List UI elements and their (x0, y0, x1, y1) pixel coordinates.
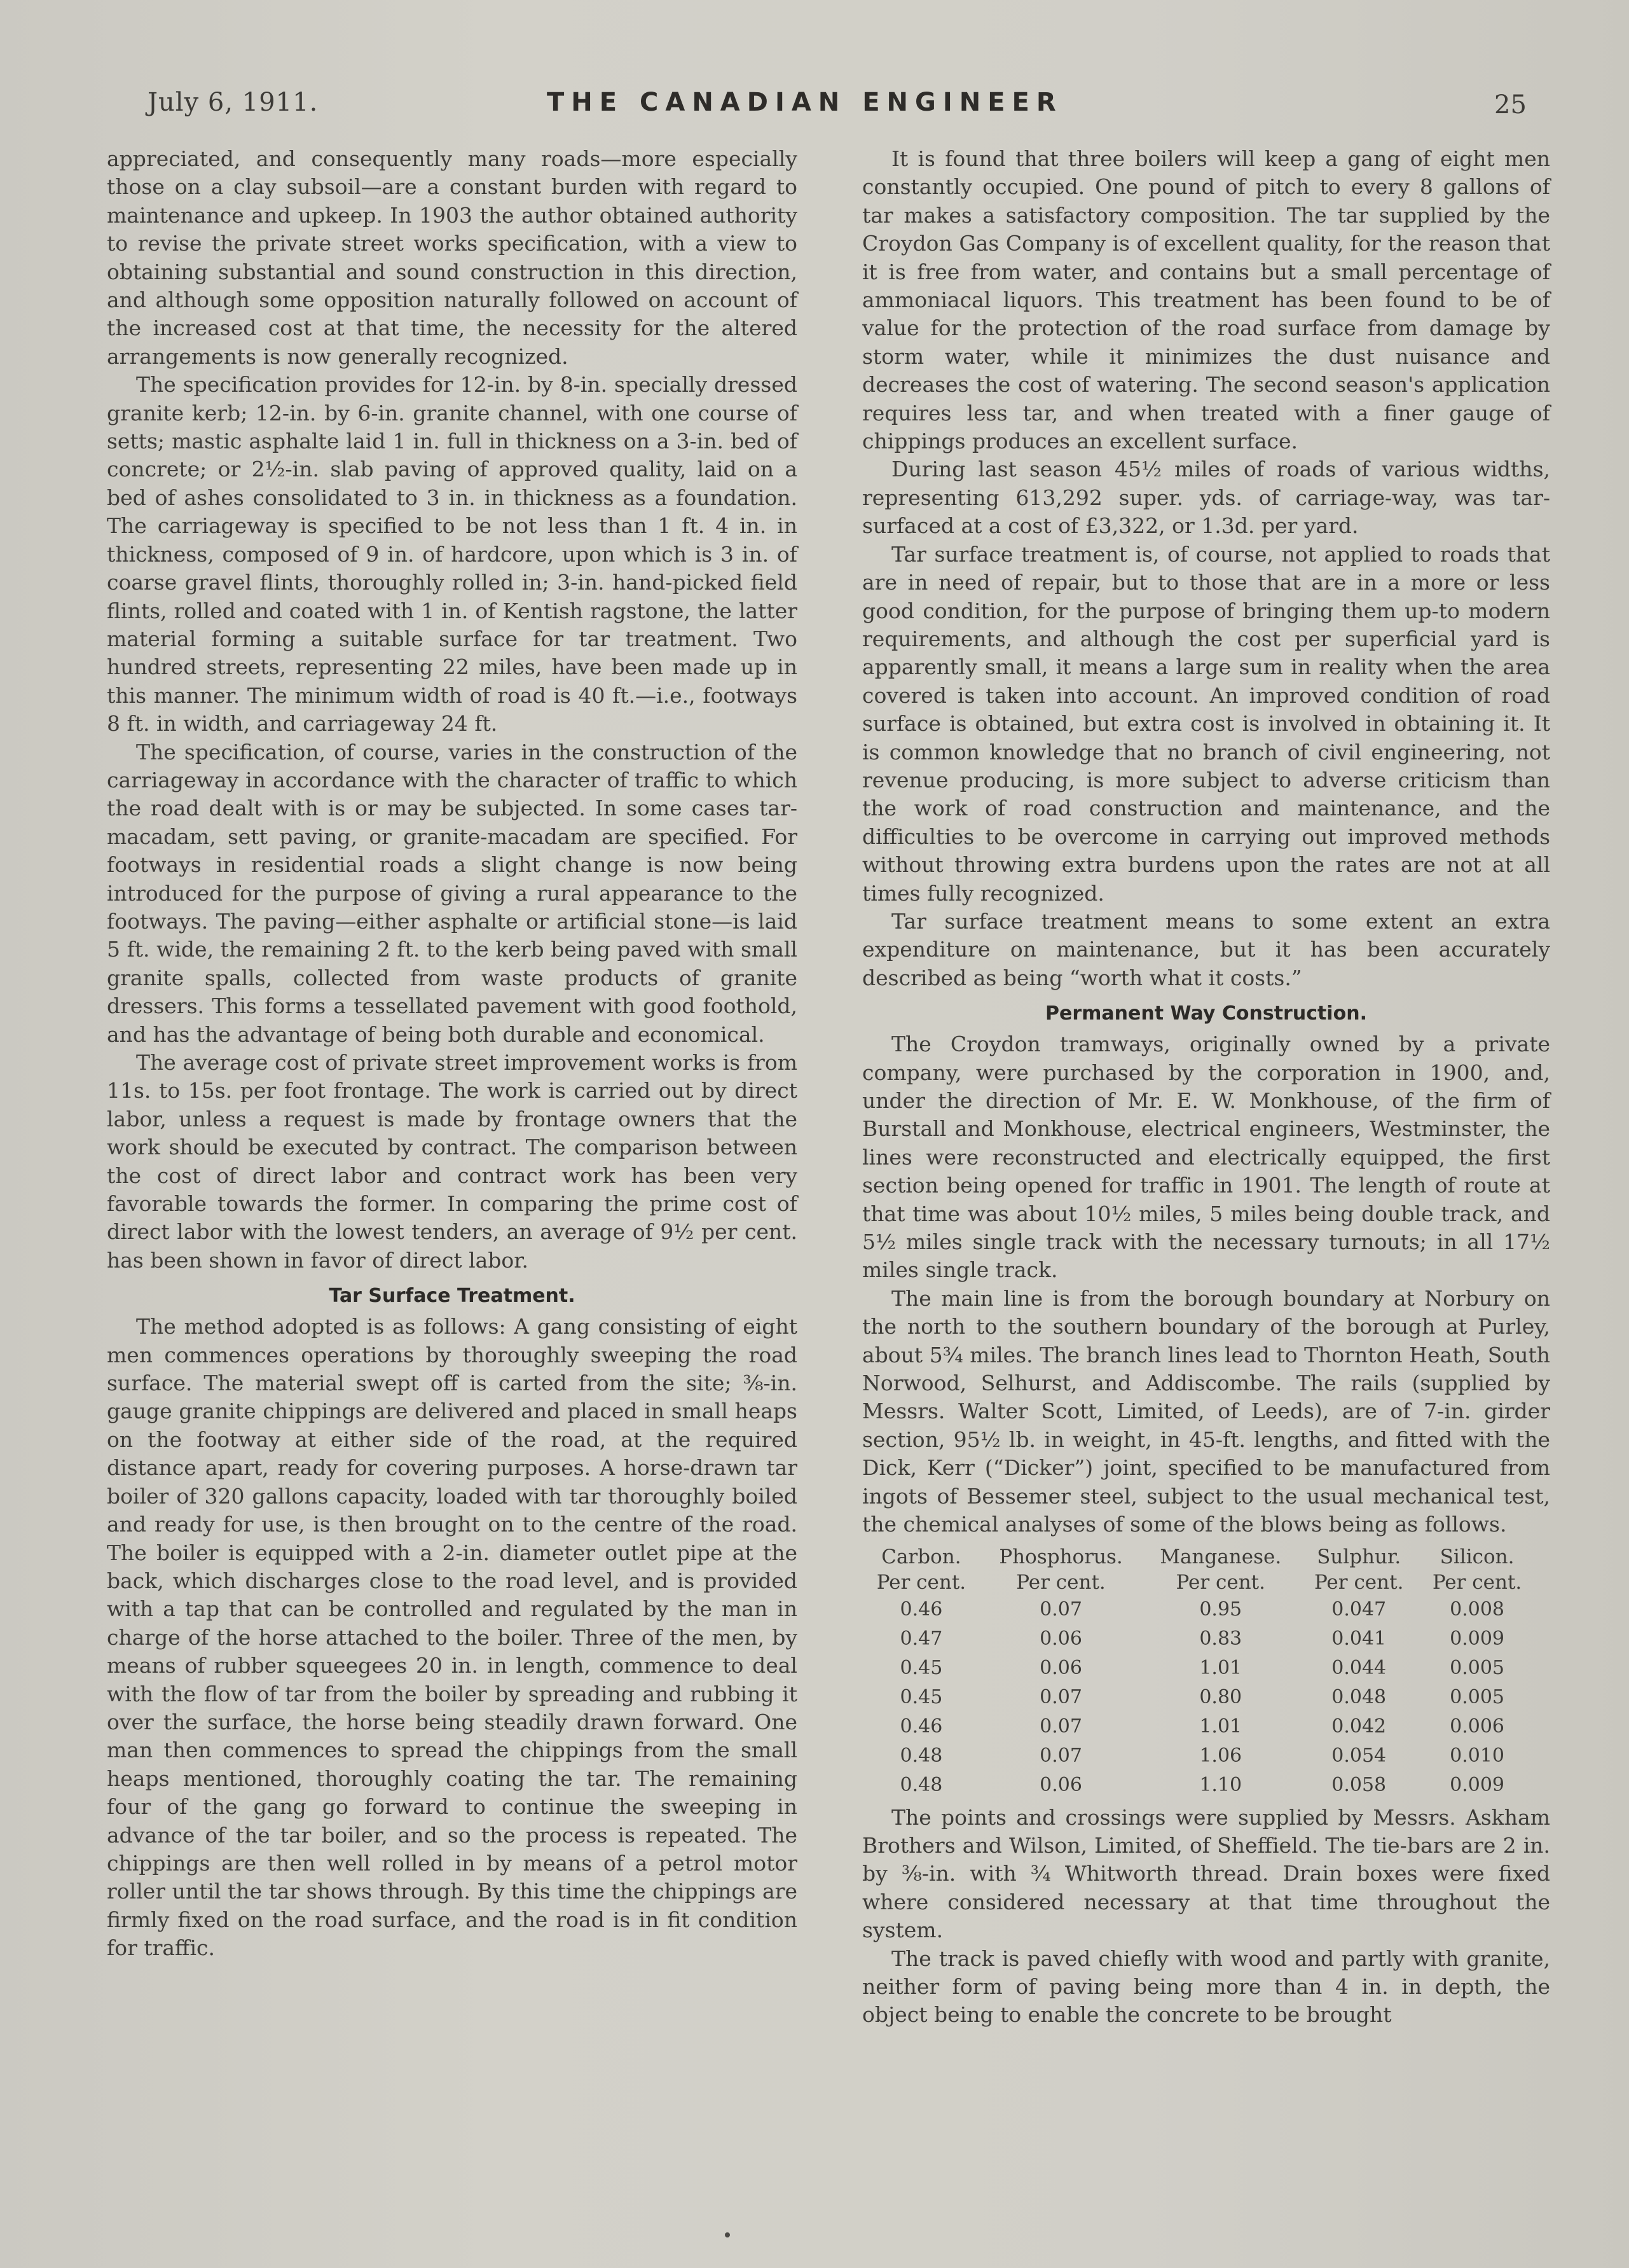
column-header-sulphur: Sulphur. Per cent. (1314, 1545, 1404, 1594)
table-cell: 0.45 (900, 1685, 943, 1708)
table-cell: 0.47 (900, 1627, 943, 1650)
table-cell: 0.009 (1450, 1773, 1504, 1796)
paragraph: The specification provides for 12-in. by 8-in. specially dressed granite kerb; 12-in. by 6-in. granite channel, with one course of setts; mastic asphalte laid 1 in. full in thickness on a 3-in. bed of concrete; or 2½-in. slab paving of approved quality, laid on a bed of ashes consolidated to 3 in. in thickness as a foundation. The carriageway is specified to be not less than 1 ft. 4 in. in thickness, composed of 9 in. of hardcore, upon which is 3 in. of coarse gravel flints, thoroughly rolled in; 3-in. hand-picked field flints, rolled and coated with 1 in. of Kentish ragstone, the latter material forming a suitable surface for tar treatment. Two hundred streets, representing 22 miles, have been made up in this manner. The minimum width of road is 40 ft.—i.e., footways 8 ft. in width, and carriageway 24 ft. (107, 372, 797, 736)
paragraph: The track is paved chiefly with wood and partly with granite, neither form of paving being more than 4 in. in depth, the object being to enable the concrete to be brought (862, 1946, 1550, 2028)
table-row (862, 1741, 1536, 1771)
paragraph: The points and crossings were supplied by Messrs. Askham Brothers and Wilson, Limited, of Sheffield. The tie-bars are 2 in. by ⅜-in. with ¾ Whitworth thread. Drain boxes were fixed where considered necessary at that time throughout the system. (862, 1804, 1550, 1943)
table-row (862, 1771, 1536, 1800)
table-cell: 0.06 (1040, 1656, 1082, 1679)
table-cell: 0.45 (900, 1656, 943, 1679)
table-cell: 0.07 (1040, 1715, 1082, 1738)
column-header-manganese: Manganese. Per cent. (1160, 1545, 1282, 1594)
table-row (862, 1624, 1536, 1654)
paragraph: The specification, of course, varies in the construction of the carriageway in accordance with the character of traffic to which the road dealt with is or may be subjected. In some cases tar-macadam, sett paving, or granite-macadam are specified. For footways in residential roads a slight change is now being introduced for the purpose of giving a rural appearance to the footways. The paving—either asphalte or artificial stone—is laid 5 ft. wide, the remaining 2 ft. to the kerb being paved with small granite spalls, collected from waste products of granite dressers. This forms a tessellated pavement with good foothold, and has the advantage of being both durable and economical. (107, 739, 797, 1047)
paragraph: The main line is from the borough boundary at Norbury on the north to the southern boundary of the borough at Purley, about 5¾ miles. The branch lines lead to Thornton Heath, South Norwood, Selhurst, and Addiscombe. The rails (supplied by Messrs. Walter Scott, Limited, of Leeds), are of 7-in. girder section, 95½ lb. in weight, in 45-ft. lengths, and fitted with the Dick, Kerr (“Dicker”) joint, specified to be manufactured from ingots of Bessemer steel, subject to the usual mechanical test, the chemical analyses of some of the blows being as follows. (862, 1285, 1550, 1537)
table-cell: 0.07 (1040, 1598, 1082, 1621)
section-heading-tar-surface: Tar Surface Treatment. (329, 1285, 575, 1308)
table-cell: 0.46 (900, 1715, 943, 1738)
paragraph: The average cost of private street improvement works is from 11s. to 15s. per foot frontage. The work is carried out by direct labor, unless a request is made by frontage owners that the work should be executed by contract. The comparison between the cost of direct labor and contract work has been very favorable towards the former. In comparing the prime cost of direct labor with the lowest tenders, an average of 9½ per cent. has been shown in favor of direct labor. (107, 1050, 797, 1273)
paragraph: The Croydon tramways, originally owned by a private company, were purchased by the corporation in 1900, and, under the direction of Mr. E. W. Monkhouse, of the firm of Burstall and Monkhouse, electrical engineers, Westminster, the lines were reconstructed and electrically equipped, the first section being opened for traffic in 1901. The length of route at that time was about 10½ miles, 5 miles being double track, and 5½ miles single track with the necessary turnouts; in all 17½ miles single track. (862, 1032, 1550, 1283)
paragraph: appreciated, and consequently many roads—more especially those on a clay subsoil—are a constant burden with regard to maintenance and upkeep. In 1903 the author obtained authority to revise the private street works specification, with a view to obtaining substantial and sound construction in this direction, and although some opposition naturally followed on account of the increased cost at that time, the necessity for the altered arrangements is now generally recognized. (107, 146, 797, 369)
table-cell: 0.06 (1040, 1627, 1082, 1650)
table-cell: 0.042 (1331, 1715, 1387, 1738)
table-header-row (862, 1544, 1536, 1595)
table-cell: 0.047 (1331, 1598, 1387, 1621)
table-cell: 0.48 (900, 1744, 943, 1767)
column-header-phosphorus: Phosphorus. Per cent. (999, 1545, 1123, 1594)
left-column (107, 145, 797, 1963)
section-heading-permanent-way: Permanent Way Construction. (1045, 1002, 1367, 1025)
table-cell: 1.01 (1199, 1656, 1242, 1679)
header-date: July 6, 1911. (148, 88, 319, 117)
journal-title: THE CANADIAN ENGINEER (547, 88, 1063, 117)
paragraph: Tar surface treatment means to some extent an extra expenditure on maintenance, but it has been accurately described as being “worth what it costs.” (862, 908, 1550, 990)
table-cell: 1.06 (1199, 1744, 1242, 1767)
table-cell: 0.044 (1331, 1656, 1387, 1679)
table-cell: 1.10 (1199, 1773, 1242, 1796)
table-cell: 0.009 (1450, 1627, 1504, 1650)
table-cell: 0.07 (1040, 1685, 1082, 1708)
paragraph: The method adopted is as follows: A gang consisting of eight men commences operations by thoroughly sweeping the road surface. The material swept off is carted from the site; ⅜-in. gauge granite chippings are delivered and placed in small heaps on the footway at either side of the road, at the required distance apart, ready for covering purposes. A horse-drawn tar boiler of 320 gallons capacity, loaded with tar thoroughly boiled and ready for use, is then brought on to the centre of the road. The boiler is equipped with a 2-in. diameter outlet pipe at the back, which discharges close to the road level, and is provided with a tap that can be controlled and regulated by the man in charge of the horse attached to the boiler. Three of the men, by means of rubber squeegees 20 in. in length, commence to deal with the flow of tar from the boiler by spreading and rubbing it over the surface, the horse being steadily drawn forward. One man then commences to spread the chippings from the small heaps mentioned, thoroughly coating the tar. The remaining four of the gang go forward to continue the sweeping in advance of the tar boiler, and so the process is repeated. The chippings are then well rolled in by means of a petrol motor roller until the tar shows through. By this time the chippings are firmly fixed on the road surface, and the road is in fit condition for traffic. (107, 1314, 797, 1961)
table-cell: 0.008 (1450, 1598, 1504, 1621)
table-row (862, 1654, 1536, 1683)
table-cell: 0.054 (1331, 1744, 1387, 1767)
table-cell: 0.005 (1450, 1656, 1504, 1679)
paragraph: It is found that three boilers will keep a gang of eight men constantly occupied. One pound of pitch to every 8 gallons of tar makes a satisfactory composition. The tar supplied by the Croydon Gas Company is of excellent quality, for the reason that it is free from water, and contains but a small percentage of ammoniacal liquors. This treatment has been found to be of value for the protection of the road surface from damage by storm water, while it minimizes the dust nuisance and decreases the cost of watering. The second season's application requires less tar, and when treated with a finer gauge of chippings produces an excellent surface. (862, 146, 1550, 454)
table-cell: 0.80 (1199, 1685, 1242, 1708)
paragraph: Tar surface treatment is, of course, not applied to roads that are in need of repair, but to those that are in a more or less good condition, for the purpose of bringing them up-to modern requirements, and although the cost per superficial yard is apparently small, it means a large sum in reality when the area covered is taken into account. An improved condition of road surface is obtained, but extra cost is involved in obtaining it. It is common knowledge that no branch of civil engineering, not revenue producing, is more subject to adverse criticism than the work of road construction and maintenance, and the difficulties to be overcome in carrying out improved methods without throwing extra burdens upon the rates are not at all times fully recognized. (862, 541, 1550, 906)
table-cell: 0.06 (1040, 1773, 1082, 1796)
table-cell: 1.01 (1199, 1715, 1242, 1738)
table-cell: 0.006 (1450, 1715, 1504, 1738)
table-cell: 0.46 (900, 1598, 943, 1621)
column-header-silicon: Silicon. Per cent. (1432, 1545, 1522, 1594)
table-cell: 0.48 (900, 1773, 943, 1796)
column-header-carbon: Carbon. Per cent. (876, 1545, 966, 1594)
paragraph: During last season 45½ miles of roads of various widths, representing 613,292 super. yds. of carriage-way, was tar-surfaced at a cost of £3,322, or 1.3d. per yard. (862, 457, 1550, 539)
table-row (862, 1683, 1536, 1712)
table-cell: 0.010 (1450, 1744, 1504, 1767)
page-speck (725, 2232, 730, 2237)
table-row (862, 1595, 1536, 1624)
table-cell: 0.041 (1331, 1627, 1387, 1650)
page-header (0, 88, 1629, 126)
table-cell: 0.005 (1450, 1685, 1504, 1708)
table-cell: 0.83 (1199, 1627, 1242, 1650)
chemical-analyses-table (862, 1544, 1536, 1800)
table-row (862, 1712, 1536, 1741)
right-column (862, 145, 1550, 2029)
table-cell: 0.95 (1199, 1598, 1242, 1621)
table-cell: 0.07 (1040, 1744, 1082, 1767)
page-number: 25 (1494, 90, 1527, 120)
table-cell: 0.058 (1331, 1773, 1387, 1796)
table-cell: 0.048 (1331, 1685, 1387, 1708)
